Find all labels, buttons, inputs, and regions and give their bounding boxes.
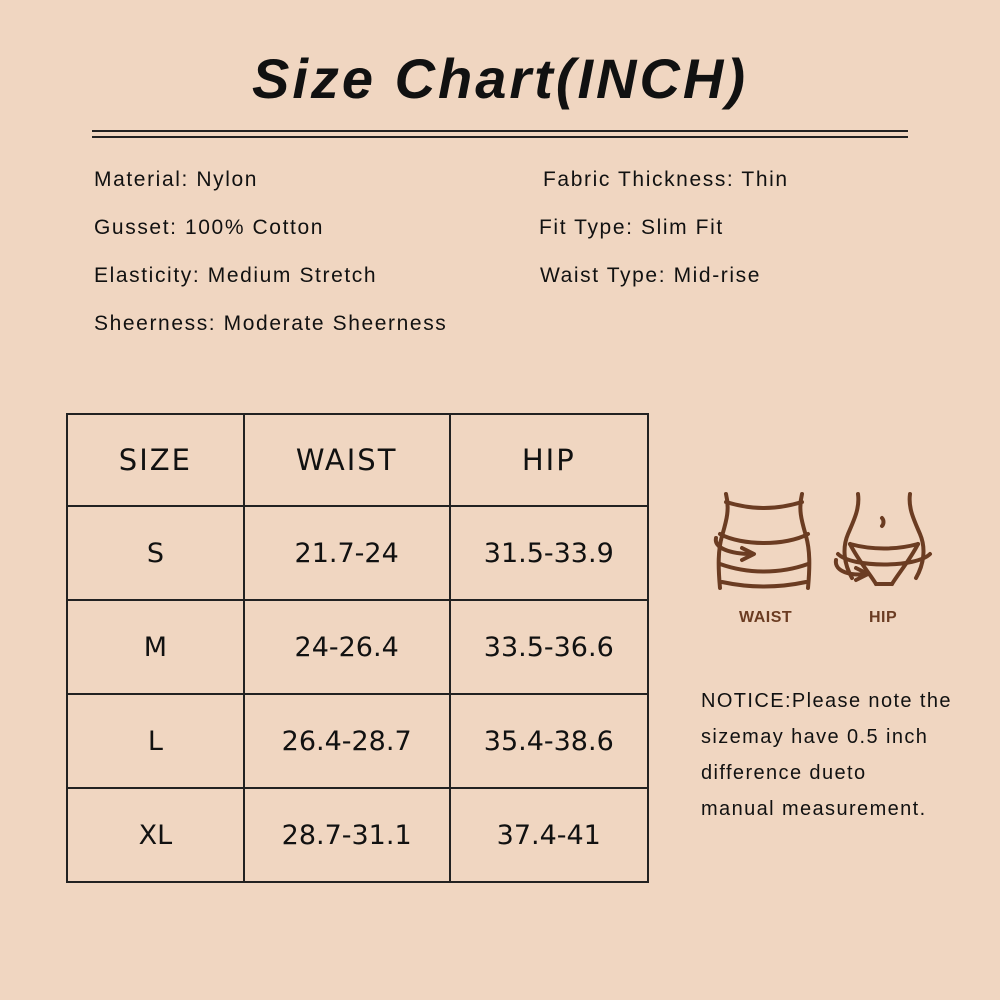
table-row bbox=[67, 788, 648, 882]
header-hip: HIP bbox=[450, 414, 648, 506]
cell-hip: 35.4-38.6 bbox=[450, 694, 648, 788]
spec-fabric-thickness: Fabric Thickness: Thin bbox=[543, 168, 789, 191]
hip-label: HIP bbox=[869, 609, 898, 626]
waist-measure-icon bbox=[712, 488, 816, 594]
cell-hip: 37.4-41 bbox=[450, 788, 648, 882]
header-waist: WAIST bbox=[244, 414, 450, 506]
waist-label: WAIST bbox=[739, 609, 793, 626]
spec-gusset: Gusset: 100% Cotton bbox=[94, 216, 325, 239]
notice-text bbox=[701, 683, 991, 827]
notice-line: difference dueto bbox=[701, 762, 867, 784]
cell-waist: 21.7-24 bbox=[244, 506, 450, 600]
table-row bbox=[67, 600, 648, 694]
spec-fit-type: Fit Type: Slim Fit bbox=[539, 216, 724, 239]
hip-measure-icon bbox=[832, 488, 936, 594]
cell-hip: 31.5-33.9 bbox=[450, 506, 648, 600]
spec-waist-type: Waist Type: Mid-rise bbox=[540, 264, 762, 287]
header-size: SIZE bbox=[67, 414, 244, 506]
notice-line: sizemay have 0.5 inch bbox=[701, 726, 929, 748]
cell-waist: 28.7-31.1 bbox=[244, 788, 450, 882]
spec-material: Material: Nylon bbox=[94, 168, 259, 191]
title-divider-bottom bbox=[92, 136, 908, 138]
table-header-row bbox=[67, 414, 648, 506]
spec-elasticity: Elasticity: Medium Stretch bbox=[94, 264, 378, 287]
table-row bbox=[67, 506, 648, 600]
page-title: Size Chart(INCH) bbox=[251, 47, 749, 110]
title-divider-top bbox=[92, 130, 908, 132]
notice-line: manual measurement. bbox=[701, 798, 927, 820]
cell-size: M bbox=[67, 600, 244, 694]
size-table bbox=[66, 413, 649, 883]
cell-hip: 33.5-36.6 bbox=[450, 600, 648, 694]
cell-size: XL bbox=[67, 788, 244, 882]
cell-size: L bbox=[67, 694, 244, 788]
cell-waist: 24-26.4 bbox=[244, 600, 450, 694]
spec-sheerness: Sheerness: Moderate Sheerness bbox=[94, 312, 448, 335]
notice-line: NOTICE:Please note the bbox=[701, 690, 952, 712]
cell-size: S bbox=[67, 506, 244, 600]
cell-waist: 26.4-28.7 bbox=[244, 694, 450, 788]
table-row bbox=[67, 694, 648, 788]
